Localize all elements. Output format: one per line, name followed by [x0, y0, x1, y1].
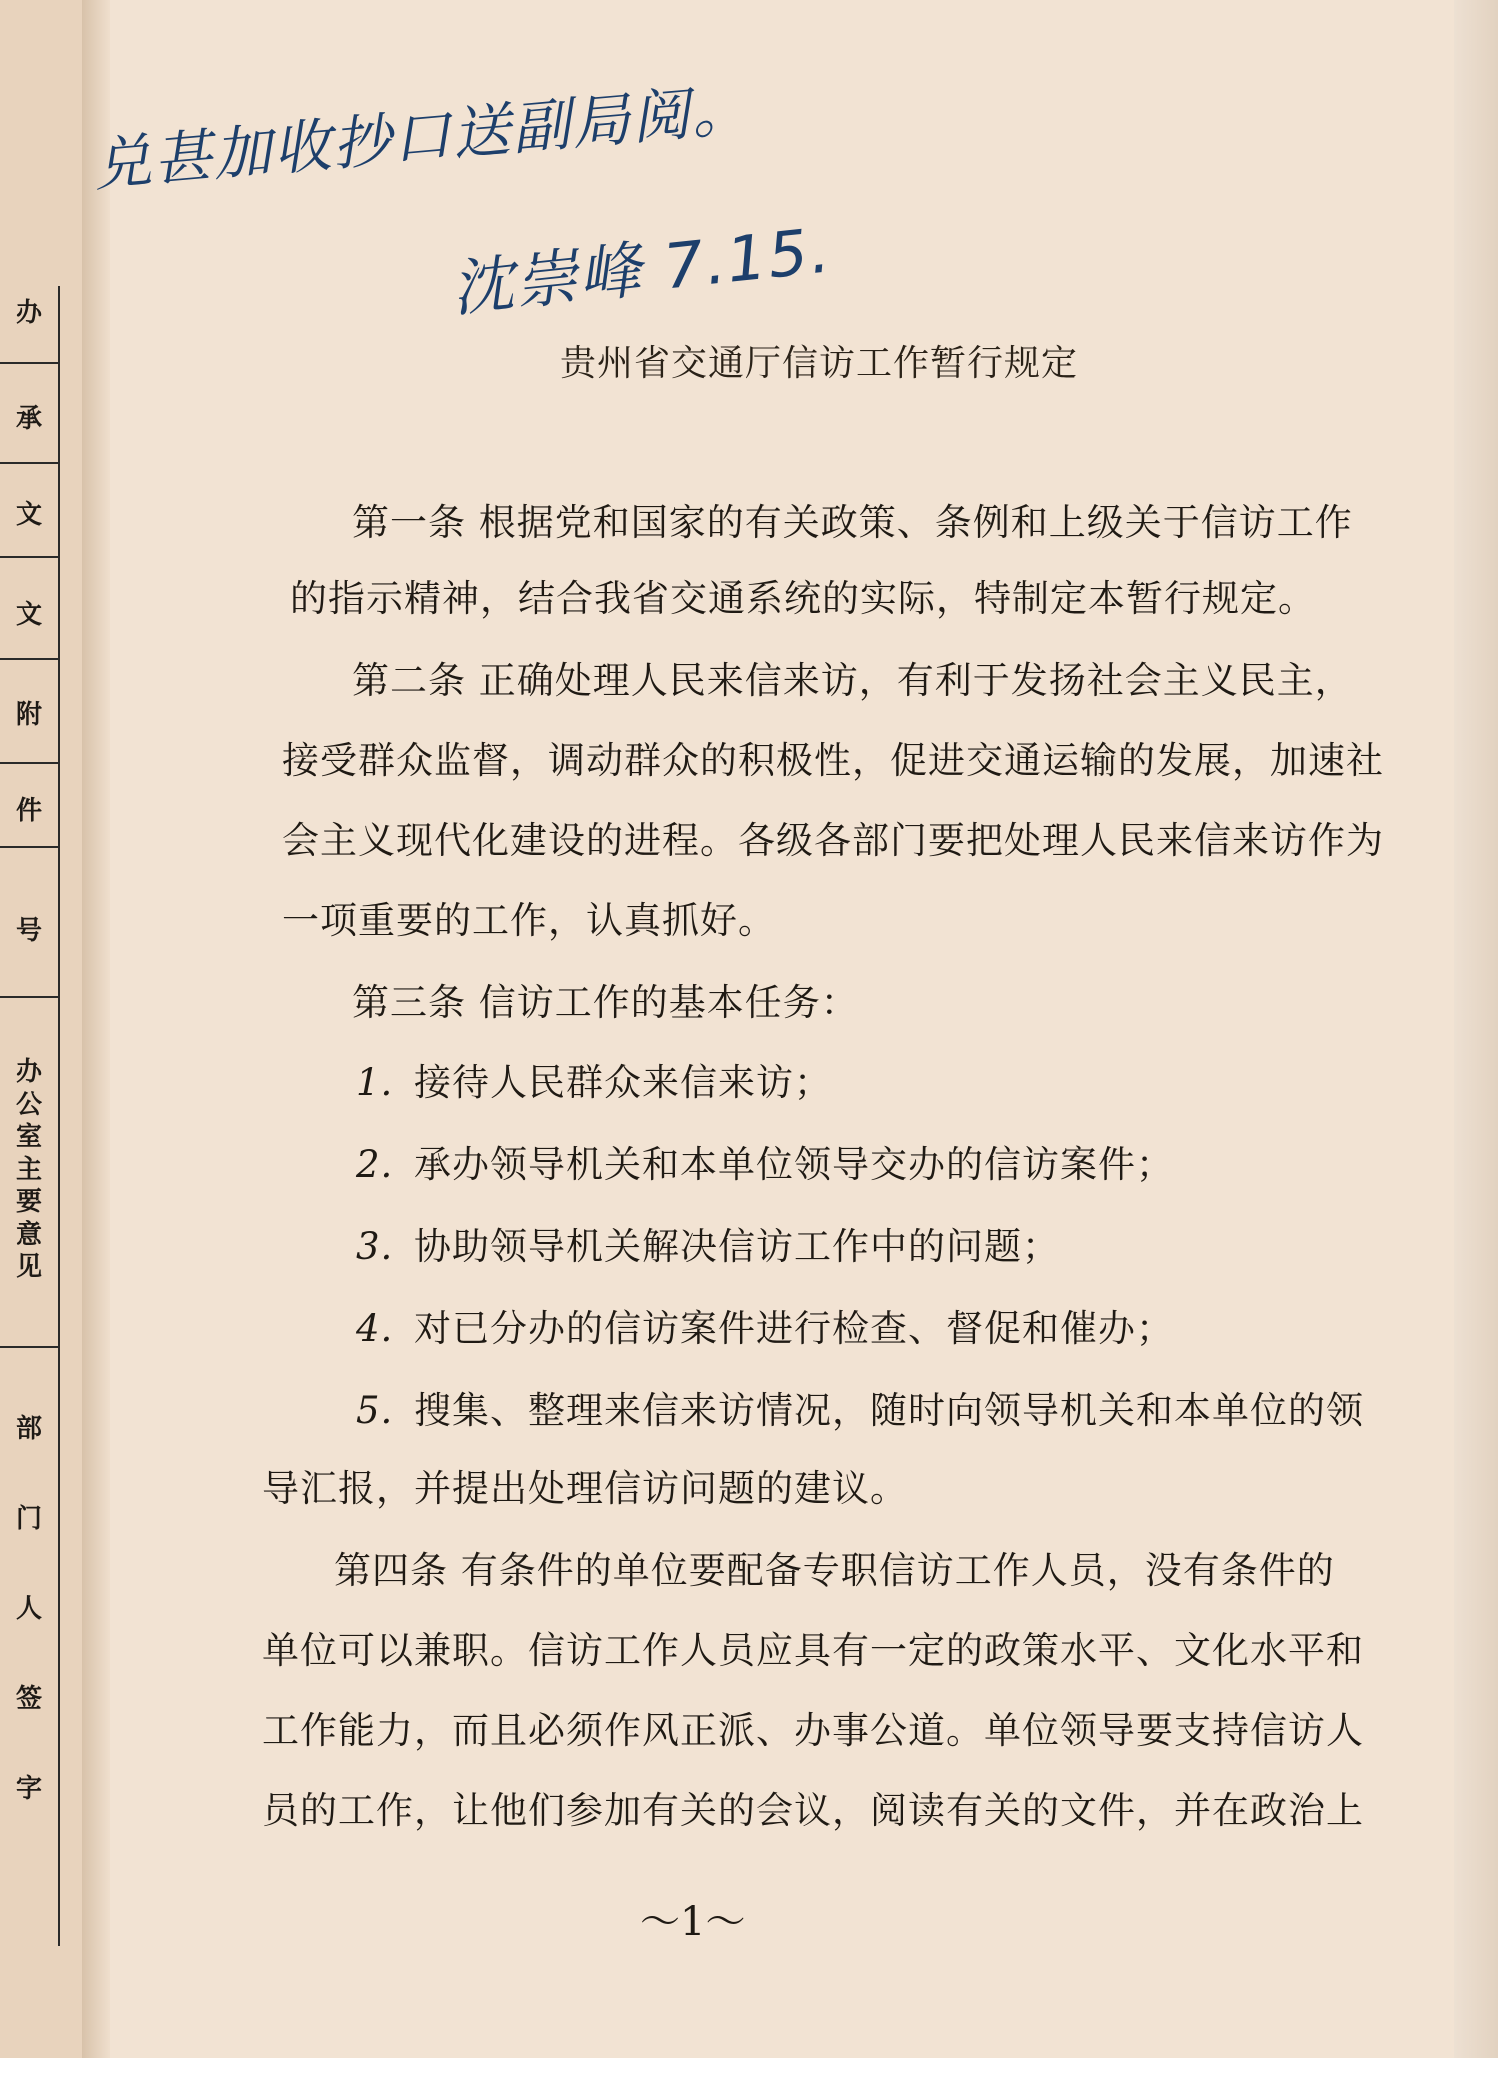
body-line: 接受群众监督，调动群众的积极性，促进交通运输的发展，加速社 — [282, 739, 1384, 782]
task-text: 接待人民群众来信来访； — [414, 1061, 832, 1104]
task-text: 搜集、整理来信来访情况，随时向领导机关和本单位的领 — [414, 1389, 1364, 1432]
margin-rule — [0, 362, 58, 364]
margin-rule — [0, 462, 58, 464]
margin-label: 号 — [15, 916, 42, 946]
body-line: 第一条 根据党和国家的有关政策、条例和上级关于信访工作 — [352, 501, 1353, 544]
margin-label: 文 — [15, 600, 42, 630]
margin-label: 门 — [15, 1504, 42, 1534]
document-title: 贵州省交通厅信访工作暂行规定 — [560, 343, 1079, 384]
body-line: 第四条 有条件的单位要配备专职信访工作人员，没有条件的 — [334, 1549, 1335, 1592]
handwritten-note: 兑甚加收抄口送副局阅。 — [90, 74, 755, 200]
margin-label: 件 — [15, 796, 42, 826]
task-number: 5. — [356, 1389, 394, 1432]
body-line: 一项重要的工作，认真抓好。 — [282, 899, 776, 942]
binding-gutter — [82, 0, 110, 2058]
task-number: 2. — [356, 1143, 394, 1186]
margin-label: 部 — [15, 1414, 42, 1444]
task-text: 协助领导机关解决信访工作中的问题； — [414, 1225, 1060, 1268]
margin-label-office-opinion: 办公室主要意见 — [15, 1057, 42, 1282]
body-line: 第三条 信访工作的基本任务： — [352, 981, 859, 1024]
task-number: 1. — [356, 1061, 394, 1104]
margin-rule — [0, 1346, 58, 1348]
task-number: 4. — [356, 1307, 394, 1350]
margin-rule — [0, 762, 58, 764]
margin-label: 办 — [15, 298, 42, 328]
page-edge — [1454, 0, 1498, 2058]
page-number: ～1～ — [640, 1899, 746, 1945]
binding-strip — [0, 0, 84, 2058]
margin-rule — [0, 846, 58, 848]
task-text: 对已分办的信访案件进行检查、督促和催办； — [414, 1307, 1174, 1350]
margin-label: 签 — [15, 1684, 42, 1714]
margin-rule — [0, 658, 58, 660]
body-line: 第二条 正确处理人民来信来访，有利于发扬社会主义民主， — [352, 659, 1353, 702]
margin-routing-box — [0, 286, 60, 1946]
margin-label: 承 — [15, 404, 42, 434]
margin-label: 文 — [15, 500, 42, 530]
body-line: 工作能力，而且必须作风正派、办事公道。单位领导要支持信访人 — [262, 1709, 1364, 1752]
margin-rule — [0, 556, 58, 558]
body-line: 会主义现代化建设的进程。各级各部门要把处理人民来信来访作为 — [282, 819, 1384, 862]
margin-label: 人 — [15, 1594, 42, 1624]
handwritten-signature: 沈崇峰 7.15. — [447, 213, 835, 326]
task-text: 承办领导机关和本单位领导交办的信访案件； — [414, 1143, 1174, 1186]
task-item — [356, 1134, 1174, 1188]
body-line: 员的工作，让他们参加有关的会议，阅读有关的文件，并在政治上 — [262, 1789, 1364, 1832]
body-line: 的指示精神，结合我省交通系统的实际，特制定本暂行规定。 — [290, 577, 1316, 620]
body-line: 单位可以兼职。信访工作人员应具有一定的政策水平、文化水平和 — [262, 1629, 1364, 1672]
body-line: 导汇报，并提出处理信访问题的建议。 — [262, 1467, 908, 1510]
margin-label: 附 — [15, 700, 42, 730]
task-item — [356, 1052, 832, 1106]
task-item — [356, 1298, 1174, 1352]
margin-label: 字 — [15, 1774, 42, 1804]
task-number: 3. — [356, 1225, 394, 1268]
task-item — [356, 1216, 1060, 1270]
task-item — [356, 1380, 1364, 1434]
margin-rule — [0, 996, 58, 998]
